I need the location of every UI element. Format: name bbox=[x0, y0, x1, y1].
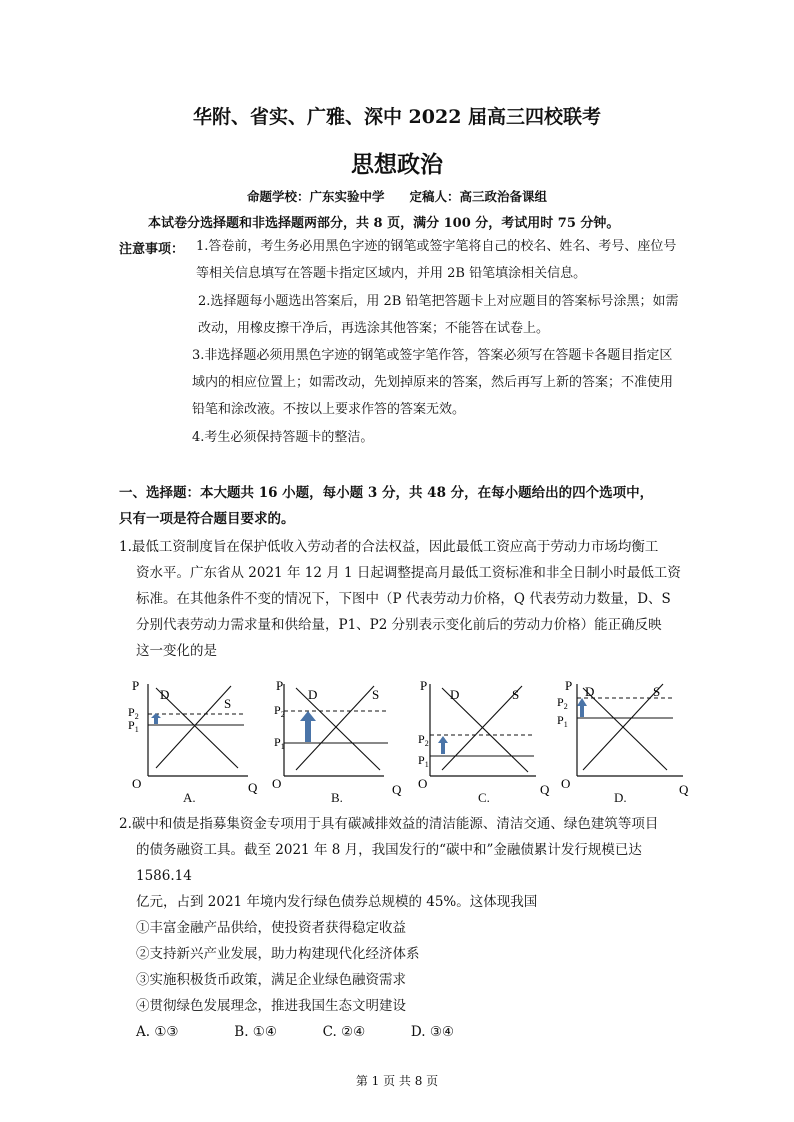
p2-label: $P_2$ bbox=[274, 703, 285, 719]
graph-b-label: B. bbox=[331, 790, 343, 805]
q-axis-label: Q bbox=[392, 782, 402, 797]
p1-label: $P_1$ bbox=[128, 718, 139, 734]
choice-b[interactable]: B. ①④ bbox=[234, 1024, 278, 1040]
choice-a[interactable]: A. ①③ bbox=[136, 1024, 179, 1040]
p-axis-label: P bbox=[276, 678, 284, 693]
graph-c bbox=[408, 676, 553, 806]
choice-c[interactable]: C. ②④ bbox=[322, 1024, 366, 1040]
statement-item: ④贯彻绿色发展理念，推进我国生态文明建设 bbox=[136, 998, 406, 1014]
graph-a-label: A. bbox=[183, 790, 196, 805]
note-item-4: 4.考生必须保持答题卡的整洁。 bbox=[192, 430, 374, 445]
p1-label: $P_1$ bbox=[557, 713, 568, 729]
question-2-line: 的债务融资工具。截至 2021 年 8 月，我国发行的“碳中和”金融债累计发行规模已达 1586.14 bbox=[136, 842, 642, 884]
p2-label: $P_2$ bbox=[557, 695, 568, 711]
p2-label: $P_2$ bbox=[418, 732, 429, 748]
graph-c-label: C. bbox=[478, 790, 490, 805]
exam-instruction: 本试卷分选择题和非选择题两部分，共 8 页，满分 100 分，考试用时 75 分钟。 bbox=[148, 216, 620, 231]
question-1 bbox=[119, 534, 689, 664]
choice-d[interactable]: D. ③④ bbox=[410, 1024, 455, 1040]
p-axis-label: P bbox=[565, 678, 573, 693]
origin-label: O bbox=[418, 776, 428, 791]
note-item-2: 2.选择题每小题选出答案后，用 2B 铅笔把答题卡上对应题目的答案标号涂黑；如需改动，用橡皮擦干净后，再选涂其他答案；不能答在试卷上。 bbox=[198, 294, 679, 336]
page-footer: 第 1 页 共 8 页 bbox=[355, 1074, 439, 1088]
demand-label: D bbox=[308, 687, 318, 702]
origin-label: O bbox=[561, 776, 571, 791]
supply-label: S bbox=[512, 687, 520, 702]
section-heading bbox=[119, 480, 689, 532]
origin-label: O bbox=[132, 776, 142, 791]
origin-label: O bbox=[272, 776, 282, 791]
p1-label: $P_1$ bbox=[418, 753, 429, 769]
note-item-1: 1.答卷前，考生务必用黑色字迹的钢笔或签字笔将自己的校名、姓名、考号、座位号等相关信息填写在答题卡指定区域内，并用 2B 铅笔填涂相关信息。 bbox=[196, 239, 677, 281]
note-item-3: 3.非选择题必须用黑色字迹的钢笔或签字笔作答，答案必须写在答题卡各题目指定区域内的相应位置上；如需改动，先划掉原来的答案，然后再写上新的答案；不准使用铅笔和涂改液。不按以上要求作答的答案无效。 bbox=[192, 348, 674, 417]
question-1-line: 标准。在其他条件不变的情况下，下图中（P 代表劳动力价格，Q 代表劳动力数量，D、S bbox=[136, 591, 671, 607]
question-2-line: 亿元，占到 2021 年境内发行绿色债券总规模的 45%。这体现我国 bbox=[136, 894, 538, 910]
graph-d bbox=[555, 676, 700, 806]
increase-arrow bbox=[438, 736, 448, 754]
increase-arrow bbox=[151, 713, 161, 724]
section-heading-line-2: 只有一项是符合题目要求的。 bbox=[119, 511, 295, 527]
question-1-line: 这一变化的是 bbox=[136, 643, 217, 659]
notes-label: 注意事项： bbox=[119, 242, 185, 257]
supply-curve bbox=[583, 684, 663, 770]
q-axis-label: Q bbox=[679, 782, 689, 797]
exam-meta: 命题学校：广东实验中学 定稿人：高三政治备课组 bbox=[246, 189, 547, 204]
question-1-line: 分别代表劳动力需求量和供给量，P1、P2 分别表示变化前后的劳动力价格）能正确反映 bbox=[136, 617, 662, 633]
demand-curve bbox=[583, 688, 667, 770]
graph-a bbox=[126, 676, 266, 806]
choice-row bbox=[119, 1019, 689, 1045]
statement-item: ①丰富金融产品供给，使投资者获得稳定收益 bbox=[136, 920, 406, 936]
demand-label: D bbox=[450, 687, 460, 702]
supply-label: S bbox=[372, 687, 380, 702]
supply-label: S bbox=[653, 684, 661, 699]
q-axis-label: Q bbox=[540, 782, 550, 797]
increase-arrow bbox=[300, 711, 316, 742]
subject-title: 思想政治 bbox=[351, 151, 443, 178]
supply-label: S bbox=[224, 696, 232, 711]
demand-label: D bbox=[585, 684, 595, 699]
graph-b bbox=[262, 676, 402, 806]
p-axis-label: P bbox=[132, 678, 140, 693]
statement-item: ②支持新兴产业发展，助力构建现代化经济体系 bbox=[136, 946, 420, 962]
increase-arrow bbox=[577, 698, 587, 717]
graph-d-label: D. bbox=[614, 790, 627, 805]
q-axis-label: Q bbox=[248, 780, 258, 795]
p-axis-label: P bbox=[420, 678, 428, 693]
p1-label: $P_1$ bbox=[274, 735, 285, 751]
section-heading-line-1: 一、选择题：本大题共 16 小题，每小题 3 分，共 48 分，在每小题给出的四个选项中， bbox=[119, 485, 654, 501]
statement-item: ③实施积极货币政策，满足企业绿色融资需求 bbox=[136, 972, 406, 988]
question-2 bbox=[119, 811, 689, 1045]
p2-label: $P_2$ bbox=[128, 705, 139, 721]
question-2-line: 2.碳中和债是指募集资金专项用于具有碳减排效益的清洁能源、清洁交通、绿色建筑等项目 bbox=[119, 816, 659, 832]
exam-title: 华附、省实、广雅、深中 2022 届高三四校联考 bbox=[192, 106, 602, 128]
question-1-line: 1.最低工资制度旨在保护低收入劳动者的合法权益，因此最低工资应高于劳动力市场均衡工 bbox=[119, 539, 659, 555]
demand-label: D bbox=[160, 687, 170, 702]
question-1-line: 资水平。广东省从 2021 年 12 月 1 日起调整提高月最低工资标准和非全日制小时最低工资 bbox=[136, 565, 681, 581]
